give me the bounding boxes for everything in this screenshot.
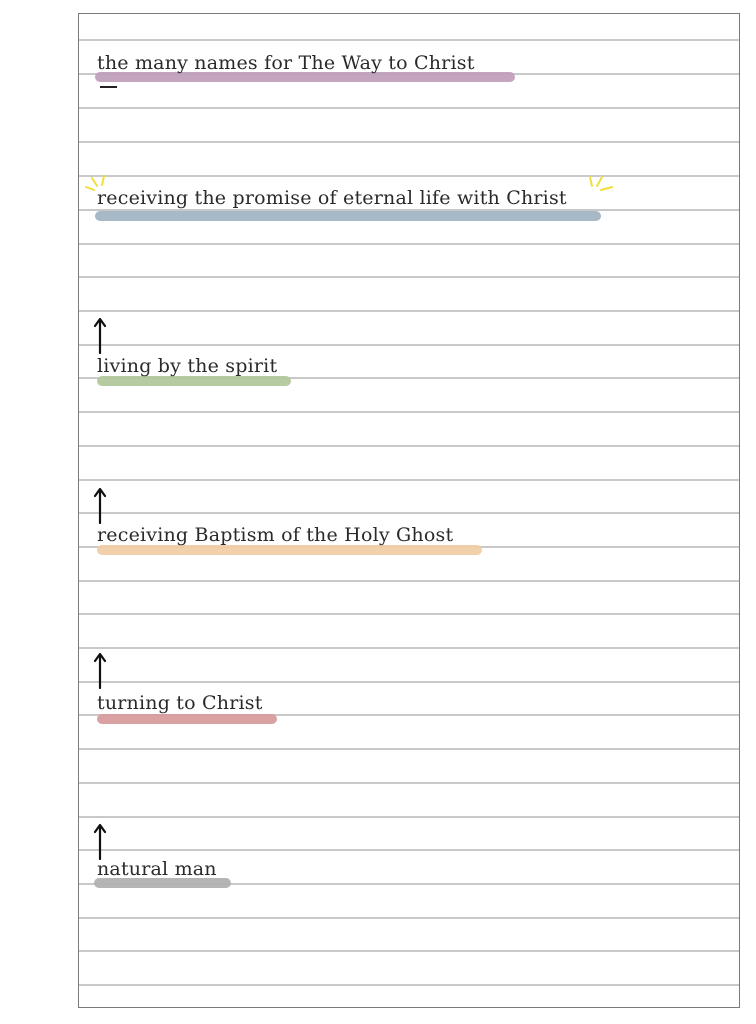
ruled-line <box>79 681 739 683</box>
ruled-line <box>79 107 739 109</box>
entry-label: receiving Baptism of the Holy Ghost <box>97 524 454 546</box>
ruled-line <box>79 344 739 346</box>
ruled-line <box>79 849 739 851</box>
ruled-line <box>79 647 739 649</box>
highlight-spirit <box>97 376 291 386</box>
notebook-page <box>78 13 740 1008</box>
entry-spirit <box>97 355 277 377</box>
ruled-line <box>79 39 739 41</box>
ruled-line <box>79 613 739 615</box>
up-arrow-icon <box>92 316 108 354</box>
entry-label: receiving the promise of eternal life with Christ <box>97 187 567 209</box>
up-arrow-icon <box>92 486 108 524</box>
ruled-line <box>79 917 739 919</box>
up-arrow-icon <box>92 651 108 689</box>
sparkle-right-icon <box>585 174 615 198</box>
highlight-eternal-life <box>95 211 601 221</box>
ruled-line <box>79 782 739 784</box>
ruled-line <box>79 445 739 447</box>
ruled-line <box>79 984 739 986</box>
underline-dash <box>100 86 117 88</box>
entry-label: living by the spirit <box>97 355 278 377</box>
entry-label: natural man <box>97 858 217 880</box>
entry-eternal-life <box>97 187 567 209</box>
highlight-baptism <box>97 545 482 555</box>
entry-baptism <box>97 524 453 546</box>
up-arrow-icon <box>92 822 108 860</box>
ruled-line <box>79 580 739 582</box>
ruled-line <box>79 141 739 143</box>
ruled-line <box>79 175 739 177</box>
ruled-line <box>79 479 739 481</box>
entry-turning <box>97 692 263 714</box>
highlight-turning <box>97 714 277 724</box>
ruled-line <box>79 276 739 278</box>
page-title: the many names for The Way to Christ <box>97 52 475 74</box>
ruled-line <box>79 816 739 818</box>
ruled-line <box>79 950 739 952</box>
ruled-line <box>79 310 739 312</box>
ruled-line <box>79 748 739 750</box>
title-entry <box>97 52 475 74</box>
entry-natural-man <box>97 858 217 880</box>
ruled-line <box>79 243 739 245</box>
ruled-line <box>79 512 739 514</box>
ruled-line <box>79 411 739 413</box>
entry-label: turning to Christ <box>97 692 263 714</box>
